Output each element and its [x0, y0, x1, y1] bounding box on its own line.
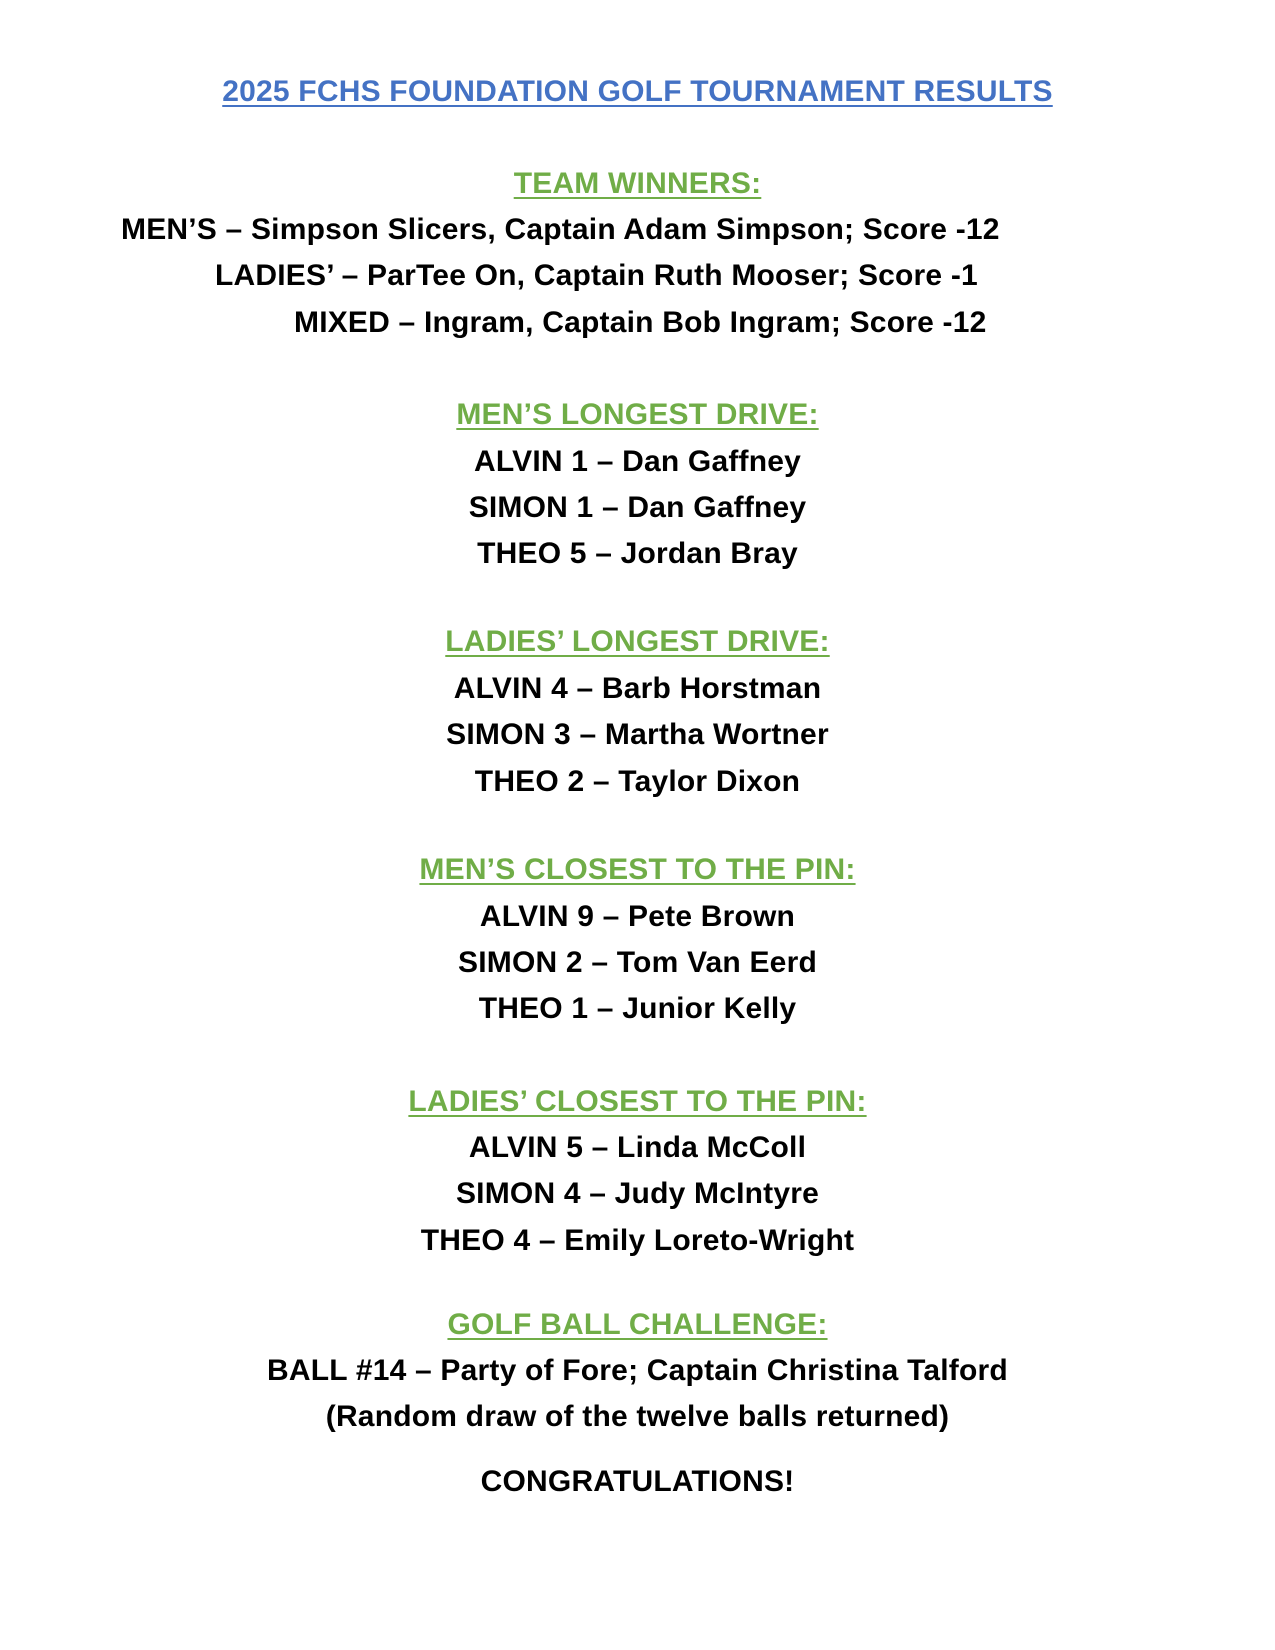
golf-ball-challenge-note: (Random draw of the twelve balls returned)	[325, 1400, 950, 1433]
ladies-longest-drive-result: THEO 2 – Taylor Dixon	[474, 765, 801, 798]
mens-closest-pin-result: THEO 1 – Junior Kelly	[478, 992, 797, 1025]
team-winner-mixed: MIXED – Ingram, Captain Bob Ingram; Score -12	[294, 306, 987, 339]
ladies-longest-drive-result: ALVIN 4 – Barb Horstman	[453, 672, 822, 705]
team-winner-mens: MEN’S – Simpson Slicers, Captain Adam Simpson; Score -12	[121, 213, 1000, 246]
team-winner-ladies: LADIES’ – ParTee On, Captain Ruth Mooser; Score -1	[215, 259, 978, 292]
ladies-closest-pin-result: SIMON 4 – Judy McIntyre	[455, 1177, 820, 1210]
mens-closest-pin-result: ALVIN 9 – Pete Brown	[479, 900, 796, 933]
congratulations-text: CONGRATULATIONS!	[480, 1465, 795, 1498]
ladies-closest-pin-heading: LADIES’ CLOSEST TO THE PIN:	[408, 1085, 867, 1118]
ladies-longest-drive-result: SIMON 3 – Martha Wortner	[446, 718, 829, 751]
mens-longest-drive-result: THEO 5 – Jordan Bray	[477, 537, 798, 570]
ladies-longest-drive-heading: LADIES’ LONGEST DRIVE:	[445, 625, 830, 658]
mens-closest-pin-heading: MEN’S CLOSEST TO THE PIN:	[419, 853, 856, 886]
ladies-closest-pin-result: THEO 4 – Emily Loreto-Wright	[420, 1224, 855, 1257]
golf-ball-challenge-heading: GOLF BALL CHALLENGE:	[447, 1308, 828, 1341]
document-title: 2025 FCHS FOUNDATION GOLF TOURNAMENT RESULTS	[222, 75, 1053, 108]
golf-ball-challenge-result: BALL #14 – Party of Fore; Captain Christina Talford	[267, 1354, 1008, 1387]
mens-longest-drive-result: ALVIN 1 – Dan Gaffney	[473, 445, 802, 478]
mens-longest-drive-heading: MEN’S LONGEST DRIVE:	[456, 398, 819, 431]
ladies-closest-pin-result: ALVIN 5 – Linda McColl	[468, 1131, 807, 1164]
mens-closest-pin-result: SIMON 2 – Tom Van Eerd	[458, 946, 817, 979]
mens-longest-drive-result: SIMON 1 – Dan Gaffney	[468, 491, 807, 524]
team-winners-heading: TEAM WINNERS:	[513, 167, 762, 200]
